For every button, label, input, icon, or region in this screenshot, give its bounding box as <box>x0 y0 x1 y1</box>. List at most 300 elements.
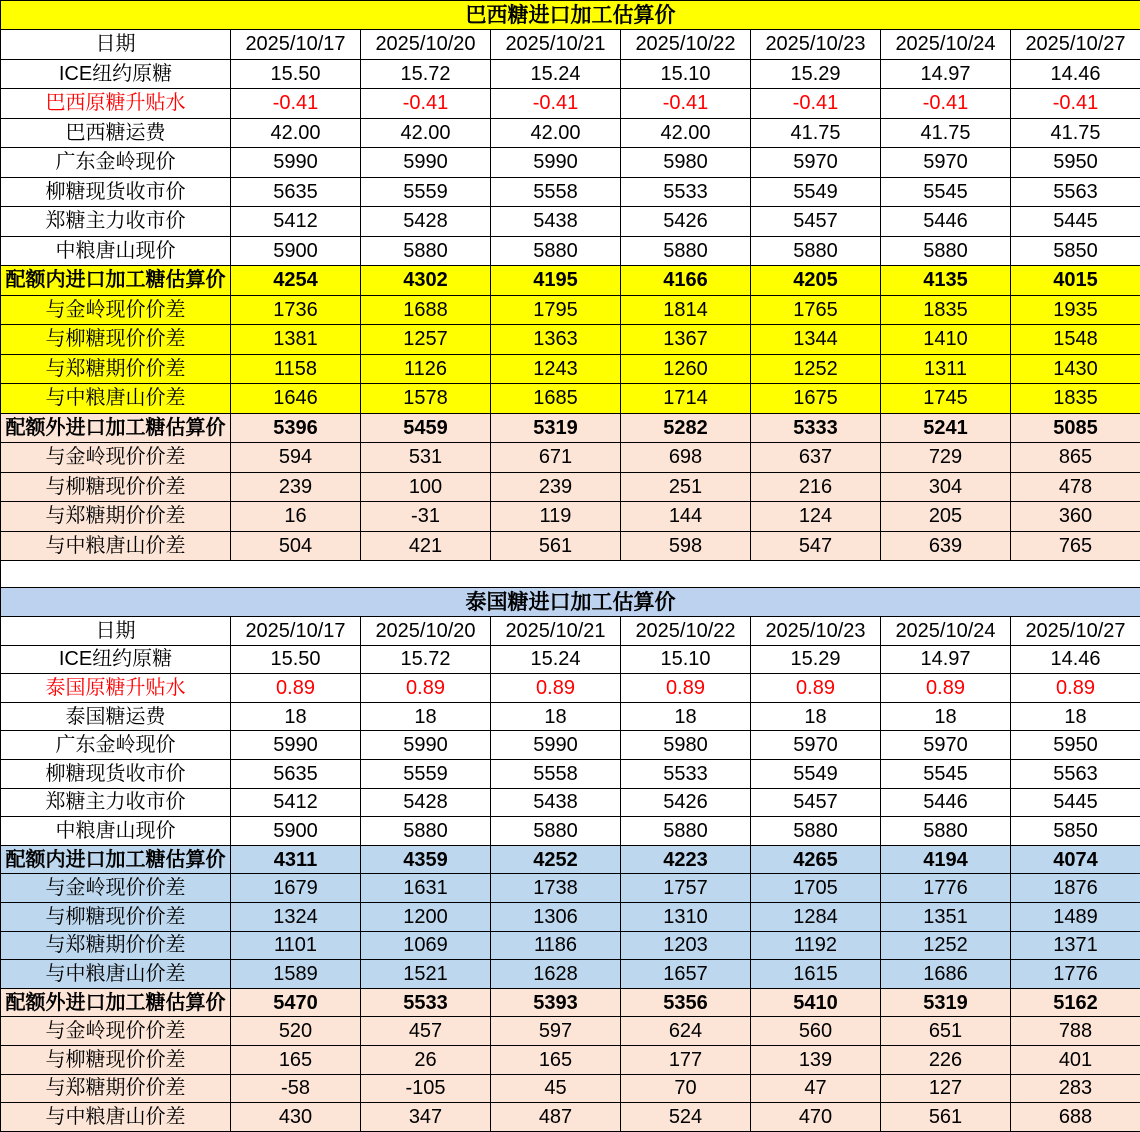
cell-value: 1935 <box>1011 295 1140 325</box>
cell-value: 5319 <box>491 413 621 443</box>
cell-value: 5990 <box>491 148 621 178</box>
cell-value: 1686 <box>881 960 1011 989</box>
cell-value: 70 <box>621 1074 751 1103</box>
cell-value: 177 <box>621 1045 751 1074</box>
cell-value: 5880 <box>621 236 751 266</box>
cell-value: 4223 <box>621 845 751 874</box>
cell-value: 1548 <box>1011 325 1140 355</box>
cell-value: 788 <box>1011 1017 1140 1046</box>
cell-value: 5950 <box>1011 148 1140 178</box>
cell-value: 561 <box>491 531 621 561</box>
cell-value: 0.89 <box>491 674 621 703</box>
table-row <box>1 988 1140 1017</box>
cell-value: 119 <box>491 502 621 532</box>
cell-value: 4195 <box>491 266 621 296</box>
date-header-row <box>1 30 1140 60</box>
table-row <box>1 1017 1140 1046</box>
cell-value: 520 <box>231 1017 361 1046</box>
date-cell: 2025/10/24 <box>881 30 1011 60</box>
cell-value: 1675 <box>751 384 881 414</box>
date-header-label: 日期 <box>1 30 231 60</box>
cell-value: 45 <box>491 1074 621 1103</box>
row-label: 中粮唐山现价 <box>1 236 231 266</box>
cell-value: 421 <box>361 531 491 561</box>
cell-value: 5990 <box>361 148 491 178</box>
cell-value: 5412 <box>231 788 361 817</box>
cell-value: 457 <box>361 1017 491 1046</box>
cell-value: 15.10 <box>621 645 751 674</box>
cell-value: 5282 <box>621 413 751 443</box>
cell-value: 1363 <box>491 325 621 355</box>
row-label: 柳糖现货收市价 <box>1 759 231 788</box>
cell-value: 14.46 <box>1011 59 1140 89</box>
cell-value: 5545 <box>881 759 1011 788</box>
row-label: 郑糖主力收市价 <box>1 207 231 237</box>
cell-value: 637 <box>751 443 881 473</box>
cell-value: 5438 <box>491 207 621 237</box>
cell-value: 1835 <box>1011 384 1140 414</box>
cell-value: 651 <box>881 1017 1011 1046</box>
cell-value: 4302 <box>361 266 491 296</box>
cell-value: 1257 <box>361 325 491 355</box>
cell-value: 5426 <box>621 207 751 237</box>
date-cell: 2025/10/23 <box>751 30 881 60</box>
cell-value: 1260 <box>621 354 751 384</box>
cell-value: 594 <box>231 443 361 473</box>
table-row <box>1 177 1140 207</box>
cell-value: 283 <box>1011 1074 1140 1103</box>
cell-value: 100 <box>361 472 491 502</box>
cell-value: 1628 <box>491 960 621 989</box>
cell-value: 18 <box>361 702 491 731</box>
cell-value: 487 <box>491 1103 621 1132</box>
cell-value: 4194 <box>881 845 1011 874</box>
cell-value: 5950 <box>1011 731 1140 760</box>
cell-value: -58 <box>231 1074 361 1103</box>
cell-value: 1646 <box>231 384 361 414</box>
cell-value: 1688 <box>361 295 491 325</box>
date-cell: 2025/10/22 <box>621 617 751 646</box>
cell-value: 15.72 <box>361 645 491 674</box>
cell-value: 5426 <box>621 788 751 817</box>
cell-value: 698 <box>621 443 751 473</box>
cell-value: 1344 <box>751 325 881 355</box>
cell-value: 1589 <box>231 960 361 989</box>
cell-value: 5880 <box>621 817 751 846</box>
cell-value: 5635 <box>231 759 361 788</box>
row-label: 中粮唐山现价 <box>1 817 231 846</box>
table-row <box>1 817 1140 846</box>
cell-value: 144 <box>621 502 751 532</box>
cell-value: 5635 <box>231 177 361 207</box>
thailand-sugar-table <box>0 587 1140 1132</box>
cell-value: 1814 <box>621 295 751 325</box>
row-label: 与中粮唐山价差 <box>1 1103 231 1132</box>
cell-value: 547 <box>751 531 881 561</box>
cell-value: 5970 <box>881 148 1011 178</box>
cell-value: 5990 <box>491 731 621 760</box>
cell-value: 5970 <box>881 731 1011 760</box>
cell-value: 4265 <box>751 845 881 874</box>
cell-value: 5412 <box>231 207 361 237</box>
cell-value: 1765 <box>751 295 881 325</box>
cell-value: 597 <box>491 1017 621 1046</box>
date-cell: 2025/10/21 <box>491 30 621 60</box>
cell-value: 5396 <box>231 413 361 443</box>
date-cell: 2025/10/22 <box>621 30 751 60</box>
row-label: 巴西原糖升贴水 <box>1 89 231 119</box>
cell-value: 4311 <box>231 845 361 874</box>
row-label: 与柳糖现价价差 <box>1 472 231 502</box>
cell-value: 15.50 <box>231 59 361 89</box>
cell-value: 42.00 <box>621 118 751 148</box>
cell-value: 5549 <box>751 759 881 788</box>
cell-value: 5085 <box>1011 413 1140 443</box>
cell-value: 14.97 <box>881 645 1011 674</box>
cell-value: 124 <box>751 502 881 532</box>
date-cell: 2025/10/20 <box>361 617 491 646</box>
table-row <box>1 89 1140 119</box>
cell-value: 14.97 <box>881 59 1011 89</box>
table-row <box>1 874 1140 903</box>
row-label: 与柳糖现价价差 <box>1 325 231 355</box>
cell-value: 1101 <box>231 931 361 960</box>
cell-value: 5356 <box>621 988 751 1017</box>
cell-value: 18 <box>491 702 621 731</box>
table-title: 泰国糖进口加工估算价 <box>1 588 1140 617</box>
table-row <box>1 384 1140 414</box>
cell-value: 0.89 <box>231 674 361 703</box>
cell-value: 1351 <box>881 902 1011 931</box>
row-label: 与中粮唐山价差 <box>1 960 231 989</box>
cell-value: 15.24 <box>491 59 621 89</box>
table-title-row <box>1 1 1140 30</box>
cell-value: 5880 <box>361 817 491 846</box>
row-label: 与中粮唐山价差 <box>1 531 231 561</box>
cell-value: 5558 <box>491 759 621 788</box>
date-cell: 2025/10/20 <box>361 30 491 60</box>
cell-value: 531 <box>361 443 491 473</box>
table-row <box>1 59 1140 89</box>
cell-value: 5549 <box>751 177 881 207</box>
cell-value: 470 <box>751 1103 881 1132</box>
cell-value: 5980 <box>621 731 751 760</box>
cell-value: 5445 <box>1011 207 1140 237</box>
cell-value: 239 <box>491 472 621 502</box>
cell-value: 1252 <box>751 354 881 384</box>
cell-value: 1489 <box>1011 902 1140 931</box>
cell-value: 42.00 <box>361 118 491 148</box>
cell-value: 1200 <box>361 902 491 931</box>
cell-value: 5900 <box>231 817 361 846</box>
row-label: 与郑糖期价价差 <box>1 1074 231 1103</box>
cell-value: 5241 <box>881 413 1011 443</box>
cell-value: 1126 <box>361 354 491 384</box>
cell-value: 1578 <box>361 384 491 414</box>
cell-value: 401 <box>1011 1045 1140 1074</box>
cell-value: 1203 <box>621 931 751 960</box>
cell-value: 1158 <box>231 354 361 384</box>
cell-value: 5559 <box>361 177 491 207</box>
cell-value: 5457 <box>751 207 881 237</box>
cell-value: 0.89 <box>881 674 1011 703</box>
cell-value: 5850 <box>1011 817 1140 846</box>
cell-value: 1069 <box>361 931 491 960</box>
cell-value: 41.75 <box>881 118 1011 148</box>
cell-value: 15.29 <box>751 59 881 89</box>
table-row <box>1 960 1140 989</box>
table-title-row <box>1 588 1140 617</box>
cell-value: 165 <box>491 1045 621 1074</box>
table-row <box>1 266 1140 296</box>
cell-value: 226 <box>881 1045 1011 1074</box>
cell-value: 0.89 <box>751 674 881 703</box>
cell-value: 1679 <box>231 874 361 903</box>
cell-value: 5850 <box>1011 236 1140 266</box>
row-label: 广东金岭现价 <box>1 148 231 178</box>
cell-value: 4074 <box>1011 845 1140 874</box>
row-label: 配额内进口加工糖估算价 <box>1 266 231 296</box>
cell-value: -0.41 <box>621 89 751 119</box>
cell-value: 1757 <box>621 874 751 903</box>
cell-value: 504 <box>231 531 361 561</box>
cell-value: -105 <box>361 1074 491 1103</box>
cell-value: 216 <box>751 472 881 502</box>
table-row <box>1 354 1140 384</box>
cell-value: 765 <box>1011 531 1140 561</box>
table-row <box>1 236 1140 266</box>
row-label: 与柳糖现价价差 <box>1 1045 231 1074</box>
cell-value: 4015 <box>1011 266 1140 296</box>
table-row <box>1 845 1140 874</box>
cell-value: 1657 <box>621 960 751 989</box>
cell-value: 4252 <box>491 845 621 874</box>
cell-value: 1311 <box>881 354 1011 384</box>
cell-value: 4135 <box>881 266 1011 296</box>
cell-value: 1685 <box>491 384 621 414</box>
cell-value: 18 <box>231 702 361 731</box>
row-label: 柳糖现货收市价 <box>1 177 231 207</box>
cell-value: 0.89 <box>361 674 491 703</box>
cell-value: 15.29 <box>751 645 881 674</box>
table-row <box>1 118 1140 148</box>
table-row <box>1 443 1140 473</box>
cell-value: 42.00 <box>231 118 361 148</box>
table-row <box>1 902 1140 931</box>
cell-value: 304 <box>881 472 1011 502</box>
cell-value: 524 <box>621 1103 751 1132</box>
row-label: ICE纽约原糖 <box>1 59 231 89</box>
cell-value: 1410 <box>881 325 1011 355</box>
cell-value: 1284 <box>751 902 881 931</box>
cell-value: 1738 <box>491 874 621 903</box>
table-row <box>1 759 1140 788</box>
cell-value: 5446 <box>881 788 1011 817</box>
row-label: ICE纽约原糖 <box>1 645 231 674</box>
cell-value: 5980 <box>621 148 751 178</box>
date-cell: 2025/10/21 <box>491 617 621 646</box>
table-row <box>1 325 1140 355</box>
date-cell: 2025/10/23 <box>751 617 881 646</box>
cell-value: 5880 <box>491 236 621 266</box>
cell-value: 16 <box>231 502 361 532</box>
row-label: 与金岭现价价差 <box>1 443 231 473</box>
cell-value: 1835 <box>881 295 1011 325</box>
table-row <box>1 295 1140 325</box>
row-label: 配额内进口加工糖估算价 <box>1 845 231 874</box>
cell-value: 1367 <box>621 325 751 355</box>
table-row <box>1 413 1140 443</box>
cell-value: 5410 <box>751 988 881 1017</box>
cell-value: 5880 <box>751 236 881 266</box>
cell-value: 1714 <box>621 384 751 414</box>
cell-value: 1186 <box>491 931 621 960</box>
cell-value: 15.10 <box>621 59 751 89</box>
cell-value: 729 <box>881 443 1011 473</box>
row-label: 配额外进口加工糖估算价 <box>1 413 231 443</box>
cell-value: 5438 <box>491 788 621 817</box>
brazil-sugar-table <box>0 0 1140 561</box>
cell-value: 4254 <box>231 266 361 296</box>
cell-value: 1310 <box>621 902 751 931</box>
cell-value: -0.41 <box>491 89 621 119</box>
table-row <box>1 531 1140 561</box>
row-label: 广东金岭现价 <box>1 731 231 760</box>
cell-value: 5990 <box>231 148 361 178</box>
cell-value: 5545 <box>881 177 1011 207</box>
cell-value: 26 <box>361 1045 491 1074</box>
date-header-label: 日期 <box>1 617 231 646</box>
cell-value: 5900 <box>231 236 361 266</box>
cell-value: 5880 <box>491 817 621 846</box>
cell-value: 5162 <box>1011 988 1140 1017</box>
cell-value: 18 <box>751 702 881 731</box>
cell-value: 18 <box>881 702 1011 731</box>
cell-value: 0.89 <box>621 674 751 703</box>
cell-value: -0.41 <box>361 89 491 119</box>
date-cell: 2025/10/24 <box>881 617 1011 646</box>
cell-value: 5457 <box>751 788 881 817</box>
cell-value: 239 <box>231 472 361 502</box>
cell-value: 41.75 <box>1011 118 1140 148</box>
cell-value: 1736 <box>231 295 361 325</box>
cell-value: 865 <box>1011 443 1140 473</box>
cell-value: -0.41 <box>1011 89 1140 119</box>
cell-value: 360 <box>1011 502 1140 532</box>
cell-value: 430 <box>231 1103 361 1132</box>
row-label: 巴西糖运费 <box>1 118 231 148</box>
cell-value: 1306 <box>491 902 621 931</box>
row-label: 郑糖主力收市价 <box>1 788 231 817</box>
cell-value: 1324 <box>231 902 361 931</box>
row-label: 与郑糖期价价差 <box>1 354 231 384</box>
cell-value: 5559 <box>361 759 491 788</box>
cell-value: 5533 <box>361 988 491 1017</box>
cell-value: 251 <box>621 472 751 502</box>
row-label: 配额外进口加工糖估算价 <box>1 988 231 1017</box>
row-label: 与郑糖期价价差 <box>1 931 231 960</box>
cell-value: -31 <box>361 502 491 532</box>
cell-value: 139 <box>751 1045 881 1074</box>
cell-value: 4205 <box>751 266 881 296</box>
cell-value: 5428 <box>361 207 491 237</box>
cell-value: 41.75 <box>751 118 881 148</box>
cell-value: 5445 <box>1011 788 1140 817</box>
cell-value: 1521 <box>361 960 491 989</box>
date-cell: 2025/10/27 <box>1011 30 1140 60</box>
cell-value: 5393 <box>491 988 621 1017</box>
row-label: 泰国糖运费 <box>1 702 231 731</box>
cell-value: 1876 <box>1011 874 1140 903</box>
cell-value: 560 <box>751 1017 881 1046</box>
cell-value: 15.50 <box>231 645 361 674</box>
cell-value: 5970 <box>751 731 881 760</box>
cell-value: 165 <box>231 1045 361 1074</box>
cell-value: 1243 <box>491 354 621 384</box>
cell-value: 47 <box>751 1074 881 1103</box>
cell-value: 1631 <box>361 874 491 903</box>
cell-value: 5459 <box>361 413 491 443</box>
cell-value: 1615 <box>751 960 881 989</box>
cell-value: -0.41 <box>751 89 881 119</box>
cell-value: 4166 <box>621 266 751 296</box>
cell-value: 14.46 <box>1011 645 1140 674</box>
cell-value: -0.41 <box>881 89 1011 119</box>
table-row <box>1 1074 1140 1103</box>
cell-value: -0.41 <box>231 89 361 119</box>
cell-value: 5470 <box>231 988 361 1017</box>
table-row <box>1 148 1140 178</box>
cell-value: 1745 <box>881 384 1011 414</box>
cell-value: 5563 <box>1011 759 1140 788</box>
table-title: 巴西糖进口加工估算价 <box>1 1 1140 30</box>
cell-value: 42.00 <box>491 118 621 148</box>
cell-value: 671 <box>491 443 621 473</box>
table-row <box>1 1103 1140 1132</box>
cell-value: 5990 <box>231 731 361 760</box>
row-label: 与中粮唐山价差 <box>1 384 231 414</box>
cell-value: 18 <box>621 702 751 731</box>
cell-value: 1192 <box>751 931 881 960</box>
cell-value: 1252 <box>881 931 1011 960</box>
table-row <box>1 502 1140 532</box>
cell-value: 1381 <box>231 325 361 355</box>
cell-value: 127 <box>881 1074 1011 1103</box>
cell-value: 0.89 <box>1011 674 1140 703</box>
cell-value: 1795 <box>491 295 621 325</box>
date-cell: 2025/10/17 <box>231 30 361 60</box>
table-row <box>1 931 1140 960</box>
cell-value: 15.72 <box>361 59 491 89</box>
table-row <box>1 702 1140 731</box>
cell-value: 15.24 <box>491 645 621 674</box>
cell-value: 5319 <box>881 988 1011 1017</box>
cell-value: 5563 <box>1011 177 1140 207</box>
cell-value: 5558 <box>491 177 621 207</box>
cell-value: 5446 <box>881 207 1011 237</box>
cell-value: 1430 <box>1011 354 1140 384</box>
cell-value: 688 <box>1011 1103 1140 1132</box>
cell-value: 5880 <box>881 817 1011 846</box>
cell-value: 5880 <box>361 236 491 266</box>
cell-value: 598 <box>621 531 751 561</box>
cell-value: 5990 <box>361 731 491 760</box>
cell-value: 5333 <box>751 413 881 443</box>
table-row <box>1 207 1140 237</box>
row-label: 与柳糖现价价差 <box>1 902 231 931</box>
table-row <box>1 788 1140 817</box>
table-row <box>1 472 1140 502</box>
